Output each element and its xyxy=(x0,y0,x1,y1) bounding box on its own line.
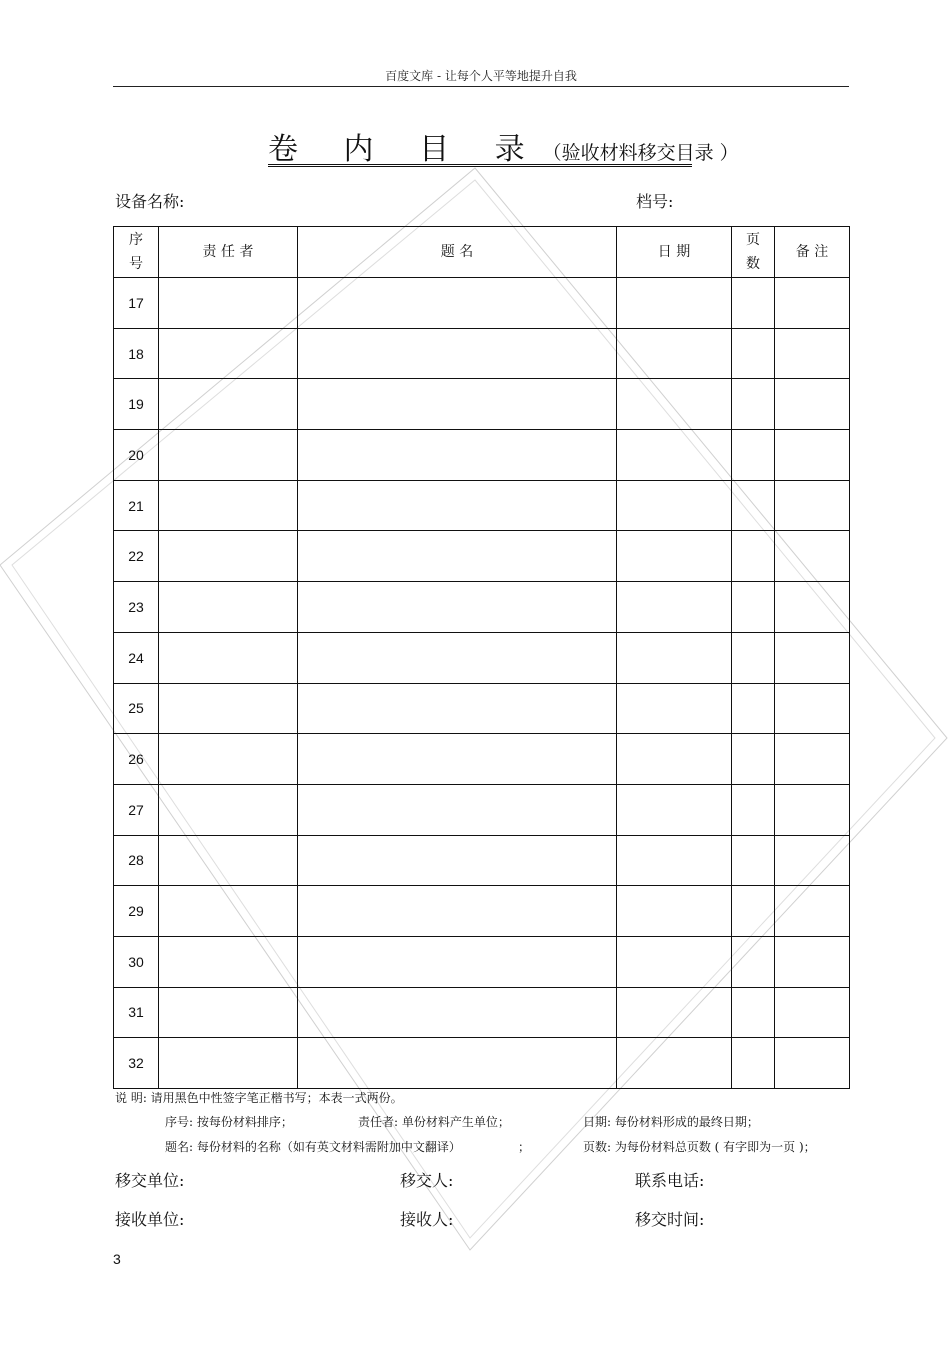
pages-cell[interactable] xyxy=(732,683,775,734)
remarks-cell[interactable] xyxy=(775,1038,850,1089)
transfer-unit-label: 移交单位: xyxy=(115,1171,185,1190)
pages-cell[interactable] xyxy=(732,430,775,481)
row-seq-number: 31 xyxy=(114,987,159,1038)
table-row xyxy=(114,835,850,886)
title-cell[interactable] xyxy=(298,936,617,987)
table-row xyxy=(114,328,850,379)
row-seq-number: 28 xyxy=(114,835,159,886)
table-row xyxy=(114,734,850,785)
table-row xyxy=(114,886,850,937)
remarks-cell[interactable] xyxy=(775,784,850,835)
title-cell[interactable] xyxy=(298,683,617,734)
date-cell[interactable] xyxy=(617,379,732,430)
pages-cell[interactable] xyxy=(732,1038,775,1089)
remarks-cell[interactable] xyxy=(775,734,850,785)
note-date: 日期: 每份材料形成的最终日期； xyxy=(583,1115,759,1129)
table-row xyxy=(114,278,850,329)
title-cell[interactable] xyxy=(298,987,617,1038)
row-seq-number: 32 xyxy=(114,1038,159,1089)
note-title: 题名: 每份材料的名称（如有英文材料需附加中文翻译） xyxy=(165,1140,461,1154)
header-responsible: 责 任 者 xyxy=(159,227,298,278)
remarks-cell[interactable] xyxy=(775,278,850,329)
responsible-cell[interactable] xyxy=(159,632,298,683)
table-row xyxy=(114,987,850,1038)
title-main: 卷 内 目 录 xyxy=(268,132,543,167)
receiver-label: 接收人: xyxy=(400,1210,454,1229)
row-seq-number: 24 xyxy=(114,632,159,683)
remarks-cell[interactable] xyxy=(775,430,850,481)
date-cell[interactable] xyxy=(617,632,732,683)
row-seq-number: 17 xyxy=(114,278,159,329)
title-cell[interactable] xyxy=(298,886,617,937)
remarks-cell[interactable] xyxy=(775,886,850,937)
header-title: 题 名 xyxy=(298,227,617,278)
title-cell[interactable] xyxy=(298,278,617,329)
row-seq-number: 27 xyxy=(114,784,159,835)
table-row xyxy=(114,379,850,430)
title-cell[interactable] xyxy=(298,582,617,633)
row-seq-number: 26 xyxy=(114,734,159,785)
responsible-cell[interactable] xyxy=(159,936,298,987)
remarks-cell[interactable] xyxy=(775,936,850,987)
table-row xyxy=(114,480,850,531)
pages-cell[interactable] xyxy=(732,379,775,430)
responsible-cell[interactable] xyxy=(159,734,298,785)
header-pages: 页 数 xyxy=(732,227,775,278)
header-divider xyxy=(113,86,849,87)
pages-cell[interactable] xyxy=(732,886,775,937)
remarks-cell[interactable] xyxy=(775,683,850,734)
title-cell[interactable] xyxy=(298,1038,617,1089)
note-pages: 页数: 为每份材料总页数 ( 有字即为一页 )； xyxy=(583,1140,816,1154)
date-cell[interactable] xyxy=(617,430,732,481)
date-cell[interactable] xyxy=(617,328,732,379)
date-cell[interactable] xyxy=(617,683,732,734)
date-cell[interactable] xyxy=(617,987,732,1038)
responsible-cell[interactable] xyxy=(159,531,298,582)
date-cell[interactable] xyxy=(617,278,732,329)
table-row xyxy=(114,632,850,683)
device-name-label: 设备名称: xyxy=(115,192,185,211)
responsible-cell[interactable] xyxy=(159,1038,298,1089)
row-seq-number: 20 xyxy=(114,430,159,481)
pages-cell[interactable] xyxy=(732,835,775,886)
note-responsible: 责任者: 单份材料产生单位； xyxy=(358,1115,510,1129)
pages-cell[interactable] xyxy=(732,531,775,582)
row-seq-number: 25 xyxy=(114,683,159,734)
header-seq: 序 号 xyxy=(114,227,159,278)
title-cell[interactable] xyxy=(298,632,617,683)
row-seq-number: 23 xyxy=(114,582,159,633)
table-row xyxy=(114,531,850,582)
responsible-cell[interactable] xyxy=(159,328,298,379)
pages-cell[interactable] xyxy=(732,632,775,683)
remarks-cell[interactable] xyxy=(775,987,850,1038)
catalog-table xyxy=(113,226,850,1089)
pages-cell[interactable] xyxy=(732,936,775,987)
row-seq-number: 18 xyxy=(114,328,159,379)
pages-cell[interactable] xyxy=(732,734,775,785)
responsible-cell[interactable] xyxy=(159,987,298,1038)
note-instructions: 说 明: 请用黑色中性签字笔正楷书写；本表一式两份。 xyxy=(115,1091,403,1105)
remarks-cell[interactable] xyxy=(775,328,850,379)
table-row xyxy=(114,582,850,633)
remarks-cell[interactable] xyxy=(775,531,850,582)
page-header: 百度文库 - 让每个人平等地提升自我 xyxy=(385,69,577,83)
row-seq-number: 30 xyxy=(114,936,159,987)
header-date: 日 期 xyxy=(617,227,732,278)
date-cell[interactable] xyxy=(617,886,732,937)
table-header-row xyxy=(114,227,850,278)
title-cell[interactable] xyxy=(298,328,617,379)
title-sub: （验收材料移交目录 ） xyxy=(542,142,739,164)
responsible-cell[interactable] xyxy=(159,683,298,734)
table-row xyxy=(114,430,850,481)
title-cell[interactable] xyxy=(298,531,617,582)
contact-phone-label: 联系电话: xyxy=(635,1171,705,1190)
responsible-cell[interactable] xyxy=(159,278,298,329)
pages-cell[interactable] xyxy=(732,278,775,329)
table-row xyxy=(114,784,850,835)
responsible-cell[interactable] xyxy=(159,886,298,937)
title-cell[interactable] xyxy=(298,430,617,481)
remarks-cell[interactable] xyxy=(775,835,850,886)
date-cell[interactable] xyxy=(617,936,732,987)
title-cell[interactable] xyxy=(298,480,617,531)
document-title xyxy=(268,124,739,167)
title-cell[interactable] xyxy=(298,835,617,886)
responsible-cell[interactable] xyxy=(159,379,298,430)
page-number: 3 xyxy=(113,1251,121,1267)
responsible-cell[interactable] xyxy=(159,430,298,481)
transferor-label: 移交人: xyxy=(400,1171,454,1190)
title-cell[interactable] xyxy=(298,379,617,430)
date-cell[interactable] xyxy=(617,582,732,633)
pages-cell[interactable] xyxy=(732,582,775,633)
table-row xyxy=(114,683,850,734)
date-cell[interactable] xyxy=(617,784,732,835)
table-row xyxy=(114,1038,850,1089)
title-cell[interactable] xyxy=(298,784,617,835)
pages-cell[interactable] xyxy=(732,987,775,1038)
archive-no-label: 档号: xyxy=(636,192,674,211)
responsible-cell[interactable] xyxy=(159,582,298,633)
receive-unit-label: 接收单位: xyxy=(115,1210,185,1229)
date-cell[interactable] xyxy=(617,1038,732,1089)
date-cell[interactable] xyxy=(617,734,732,785)
title-cell[interactable] xyxy=(298,734,617,785)
row-seq-number: 21 xyxy=(114,480,159,531)
remarks-cell[interactable] xyxy=(775,379,850,430)
responsible-cell[interactable] xyxy=(159,480,298,531)
transfer-time-label: 移交时间: xyxy=(635,1210,705,1229)
remarks-cell[interactable] xyxy=(775,632,850,683)
remarks-cell[interactable] xyxy=(775,582,850,633)
pages-cell[interactable] xyxy=(732,480,775,531)
date-cell[interactable] xyxy=(617,835,732,886)
date-cell[interactable] xyxy=(617,531,732,582)
pages-cell[interactable] xyxy=(732,328,775,379)
remarks-cell[interactable] xyxy=(775,480,850,531)
row-seq-number: 22 xyxy=(114,531,159,582)
note-title-end: ； xyxy=(518,1140,531,1154)
date-cell[interactable] xyxy=(617,480,732,531)
responsible-cell[interactable] xyxy=(159,835,298,886)
note-seq: 序号: 按每份材料排序； xyxy=(165,1115,293,1129)
responsible-cell[interactable] xyxy=(159,784,298,835)
row-seq-number: 19 xyxy=(114,379,159,430)
header-remarks: 备 注 xyxy=(775,227,850,278)
row-seq-number: 29 xyxy=(114,886,159,937)
pages-cell[interactable] xyxy=(732,784,775,835)
table-row xyxy=(114,936,850,987)
